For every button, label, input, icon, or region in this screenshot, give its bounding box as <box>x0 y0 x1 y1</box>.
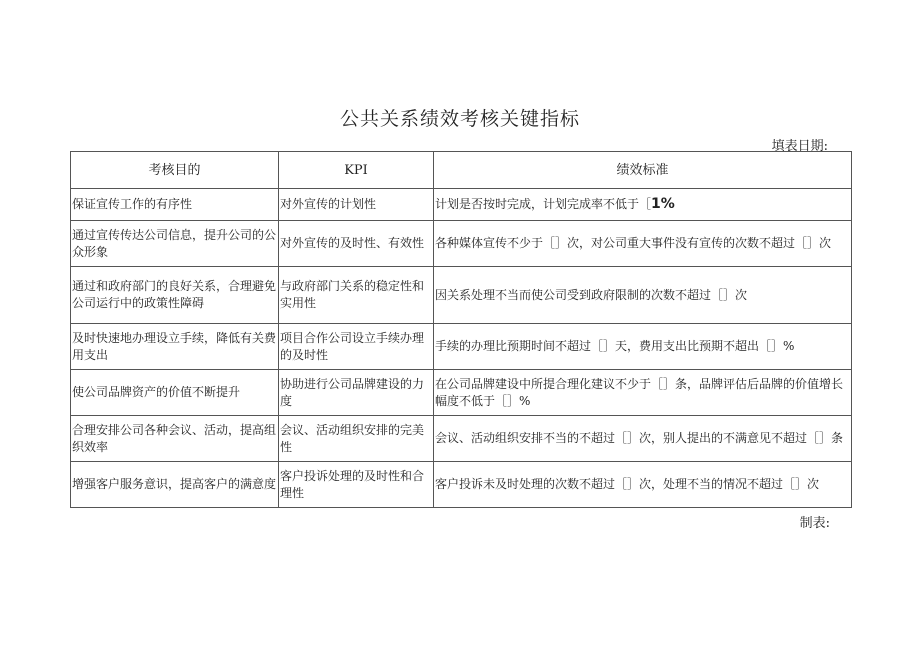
table-row <box>71 324 852 370</box>
page-title: 公共关系绩效考核关键指标 <box>339 108 580 130</box>
cell-standard: 因关系处理不当而使公司受到政府限制的次数不超过［］次 <box>434 267 852 324</box>
cell-kpi: 协助进行公司品牌建设的力度 <box>279 370 434 416</box>
cell-purpose: 及时快速地办理设立手续，降低有关费用支出 <box>71 324 279 370</box>
cell-kpi: 与政府部门关系的稳定性和实用性 <box>279 267 434 324</box>
cell-purpose: 使公司品牌资产的价值不断提升 <box>71 370 279 416</box>
cell-kpi: 对外宣传的及时性、有效性 <box>279 221 434 267</box>
fill-date-label: 填表日期: <box>771 139 828 154</box>
header-kpi: KPI <box>279 152 434 189</box>
maker-label: 制表: <box>799 516 830 531</box>
cell-purpose: 通过宣传传达公司信息，提升公司的公众形象 <box>71 221 279 267</box>
table-row <box>71 416 852 462</box>
cell-purpose: 通过和政府部门的良好关系，合理避免公司运行中的政策性障碍 <box>71 267 279 324</box>
header-standard: 绩效标准 <box>434 152 852 189</box>
table-header-row <box>71 152 852 189</box>
cell-purpose: 增强客户服务意识，提高客户的满意度 <box>71 462 279 508</box>
cell-purpose: 保证宣传工作的有序性 <box>71 189 279 221</box>
table-row <box>71 267 852 324</box>
table-row <box>71 189 852 221</box>
cell-kpi: 客户投诉处理的及时性和合理性 <box>279 462 434 508</box>
cell-standard: 会议、活动组织安排不当的不超过［］次，别人提出的不满意见不超过［］条 <box>434 416 852 462</box>
cell-kpi: 对外宣传的计划性 <box>279 189 434 221</box>
cell-standard <box>434 189 852 221</box>
table-row <box>71 462 852 508</box>
header-purpose: 考核目的 <box>71 152 279 189</box>
kpi-table <box>70 151 852 508</box>
table-row <box>71 221 852 267</box>
cell-standard: 各种媒体宣传不少于［］次，对公司重大事件没有宣传的次数不超过［］次 <box>434 221 852 267</box>
standard-text: 计划是否按时完成，计划完成率不低于［ <box>435 197 652 211</box>
table-row <box>71 370 852 416</box>
cell-purpose: 合理安排公司各种会议、活动，提高组织效率 <box>71 416 279 462</box>
cell-kpi: 项目合作公司设立手续办理的及时性 <box>279 324 434 370</box>
cell-kpi: 会议、活动组织安排的完美性 <box>279 416 434 462</box>
cell-standard: 客户投诉未及时处理的次数不超过［］次，处理不当的情况不超过［］次 <box>434 462 852 508</box>
standard-suffix: 1% <box>651 196 675 212</box>
cell-standard: 在公司品牌建设中所提合理化建议不少于［］条，品牌评估后品牌的价值增长幅度不低于［］% <box>434 370 852 416</box>
cell-standard: 手续的办理比预期时间不超过［］天，费用支出比预期不超出［］% <box>434 324 852 370</box>
